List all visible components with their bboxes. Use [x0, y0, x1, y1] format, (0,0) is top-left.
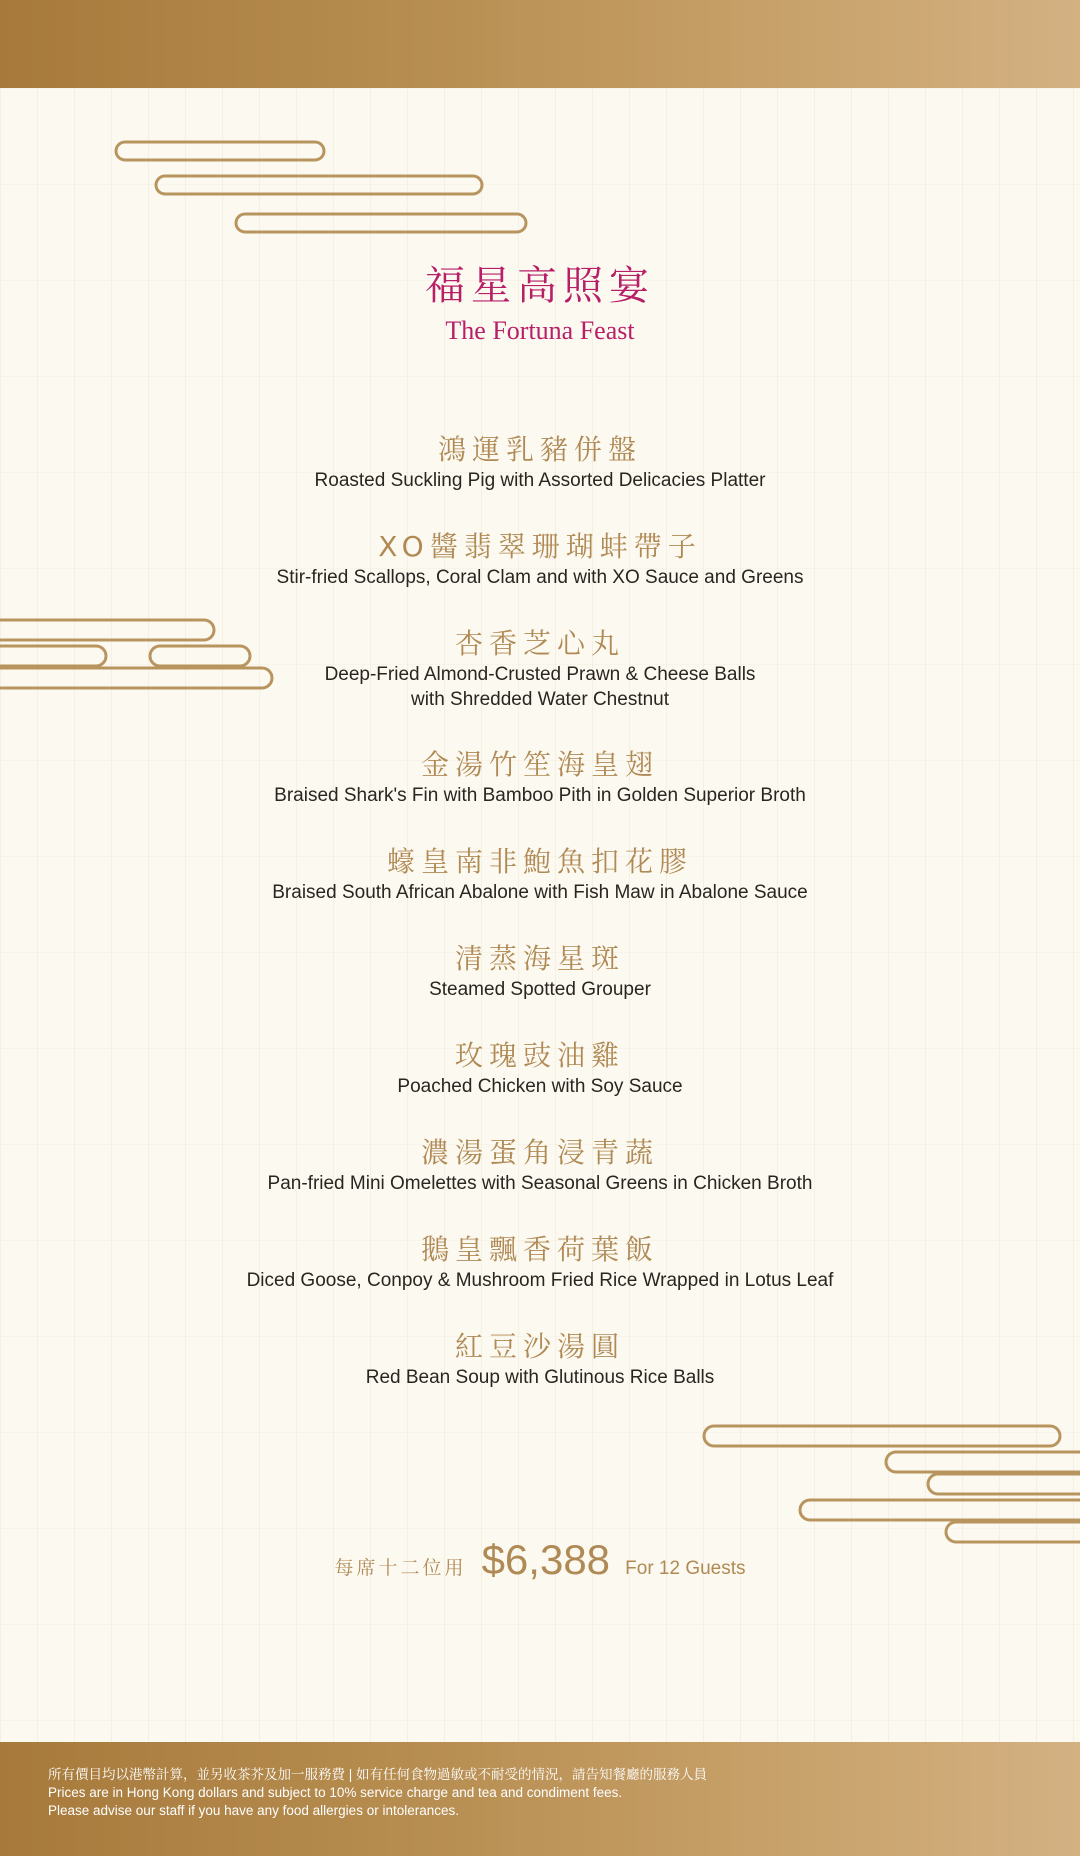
- price-amount: $6,388: [481, 1536, 611, 1583]
- dish-name-english: Diced Goose, Conpoy & Mushroom Fried Rice Wrapped in Lotus Leaf: [246, 1270, 834, 1291]
- footer-notes: [48, 1766, 1038, 1820]
- dish-name-english: Red Bean Soup with Glutinous Rice Balls: [365, 1367, 715, 1388]
- dish-item: [0, 626, 1080, 747]
- dish-name-chinese: 清蒸海星斑: [454, 942, 625, 975]
- dish-item: [0, 844, 1080, 941]
- dish-name-chinese: XO醬翡翠珊瑚蚌帶子: [378, 530, 702, 563]
- dish-name-chinese: 金湯竹笙海皇翅: [420, 748, 659, 781]
- dish-name-chinese: 濃湯蛋角浸青蔬: [420, 1136, 659, 1169]
- dish-name-english: Deep-Fried Almond-Crusted Prawn & Cheese Balls with Shredded Water Chestnut: [324, 664, 756, 710]
- dish-name-chinese: 杏香芝心丸: [454, 627, 625, 660]
- dish-name-english: Steamed Spotted Grouper: [429, 979, 651, 1000]
- dish-item: [0, 1038, 1080, 1135]
- price-label-english: For 12 Guests: [625, 1558, 746, 1579]
- footer-note-chinese: 所有價目均以港幣計算，並另收茶芥及加一服務費 | 如有任何食物過敏或不耐受的情況，請告知餐廳的服務人員: [48, 1767, 708, 1782]
- dish-item: [0, 1329, 1080, 1426]
- dish-name-english: Braised Shark's Fin with Bamboo Pith in Golden Superior Broth: [274, 785, 806, 806]
- menu-title-chinese: 福星高照宴: [425, 263, 655, 309]
- dish-item: [0, 747, 1080, 844]
- dish-list: [0, 432, 1080, 1426]
- footer-note-prices: Prices are in Hong Kong dollars and subject to 10% service charge and tea and condiment fees.: [48, 1785, 623, 1800]
- dish-item: [0, 432, 1080, 529]
- dish-item: [0, 529, 1080, 626]
- cloud-motif-top-left: [110, 136, 530, 240]
- dish-item: [0, 1135, 1080, 1232]
- dish-name-chinese: 蠔皇南非鮑魚扣花膠: [386, 845, 693, 878]
- menu-title-english: The Fortuna Feast: [445, 316, 635, 345]
- dish-name-english: Braised South African Abalone with Fish Maw in Abalone Sauce: [272, 882, 808, 903]
- dish-name-english: Poached Chicken with Soy Sauce: [397, 1076, 683, 1097]
- dish-name-english: Stir-fried Scallops, Coral Clam and with XO Sauce and Greens: [276, 567, 804, 588]
- price-label-chinese: 每席十二位用: [334, 1557, 467, 1579]
- dish-name-chinese: 鵝皇飄香荷葉飯: [420, 1233, 659, 1266]
- dish-name-english: Pan-fried Mini Omelettes with Seasonal Greens in Chicken Broth: [267, 1173, 813, 1194]
- dish-name-chinese: 鴻運乳豬併盤: [437, 433, 642, 466]
- cloud-motif-bottom-right: [700, 1420, 1080, 1546]
- dish-name-english: Roasted Suckling Pig with Assorted Delicacies Platter: [314, 470, 766, 491]
- dish-item: [0, 941, 1080, 1038]
- menu-title: [0, 260, 1080, 348]
- dish-item: [0, 1232, 1080, 1329]
- footer-note-allergies: Please advise our staff if you have any food allergies or intolerances.: [48, 1803, 459, 1818]
- dish-name-chinese: 紅豆沙湯圓: [454, 1330, 625, 1363]
- price-line: [0, 1536, 1080, 1584]
- dish-name-chinese: 玫瑰豉油雞: [454, 1039, 625, 1072]
- top-gold-band: [0, 0, 1080, 88]
